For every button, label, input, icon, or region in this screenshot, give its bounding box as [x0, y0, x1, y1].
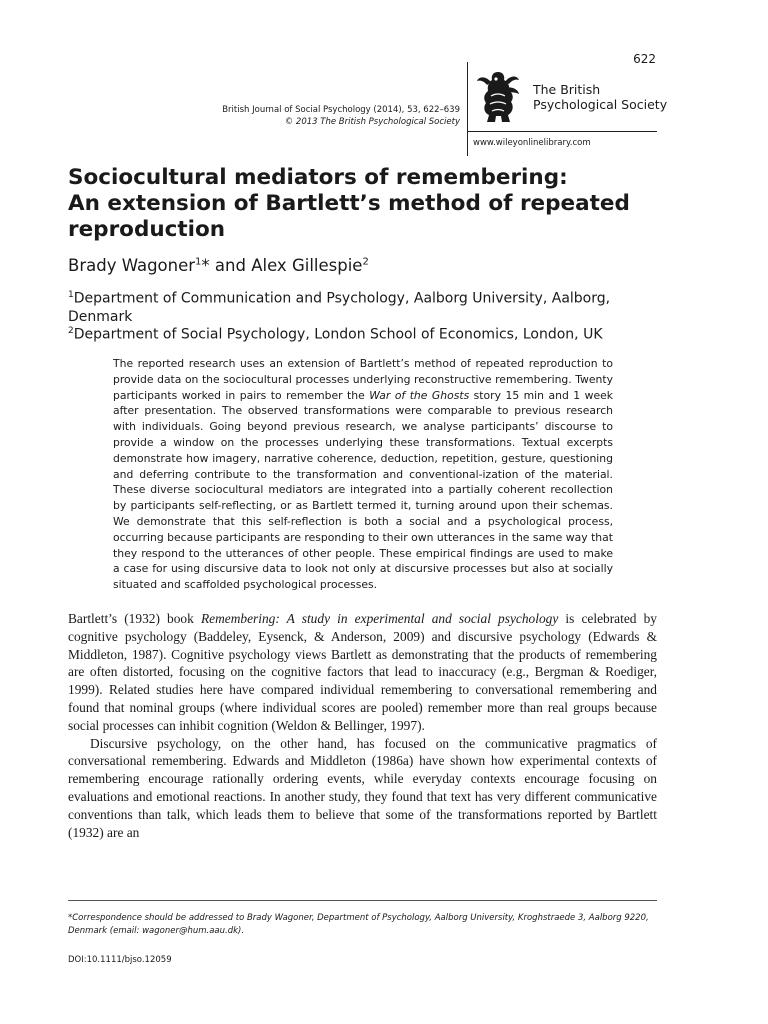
correspondence-footnote: *Correspondence should be addressed to Brady Wagoner, Department of Psychology, Aalborg University, Kroghstraede 3, Aalborg 9220, Denmark (email: wagoner@hum.aau.dk). [68, 913, 649, 936]
page-number: 622 [633, 52, 656, 66]
author-list [68, 256, 369, 275]
article-title-line3: reproduction [68, 217, 226, 242]
header-divider-horizontal [467, 131, 657, 132]
article-title-line2: An extension of Bartlett’s method of repeated [68, 191, 630, 216]
affiliation-marker: 1 [68, 290, 74, 300]
affiliation [68, 322, 628, 344]
abstract-text: The reported research uses an extension of Bartlett’s method of repeated reproduction to provide data on the sociocultural processes underlying reconstructive remembering. Twenty participants worked in pairs to remember the [113, 357, 613, 402]
affiliation-text: Department of Social Psychology, London School of Economics, London, UK [73, 326, 603, 343]
abstract [113, 356, 613, 593]
publisher-name [533, 82, 667, 112]
publisher-url[interactable]: www.wileyonlinelibrary.com [473, 138, 591, 148]
affiliation-marker: 2 [68, 326, 74, 336]
publisher-name-line1: The British [533, 82, 601, 97]
body-text-run: is celebrated by cognitive psychology (Baddeley, Eysenck, & Anderson, 2009) and discursive psychology (Edwards & Middleton, 1987). Cognitive psychology views Bartlett as demonstrating that the products of remembering are often distorted, focusing on the cognitive factors that lead to inaccuracy (e.g., Bergman & Roediger, 1999). Related studies here have compared individual remembering to conversational remembering and found that nominal groups (where individual scores are pooled) remember more than real groups because social processes can inhibit cognition (Weldon & Bellinger, 1997). [68, 611, 657, 733]
doi[interactable]: DOI:10.1111/bjso.12059 [68, 955, 172, 965]
publisher-name-line2: Psychological Society [533, 97, 668, 112]
body-text [68, 610, 657, 841]
affiliation-marker: 1 [195, 256, 202, 268]
abstract-italic: War of the Ghosts [369, 388, 470, 402]
article-title [68, 165, 668, 243]
abstract-text: story 15 min and 1 week after presentation. The observed transformations were comparable to previous research with individuals. Going beyond previous research, we analyse participants’ discourse to provide a window on the processes underlying these transformations. Textual excerpts demonstrate how imagery, narrative coherence, deduction, repetition, gesture, questioning and deferring contribute to the transformation and conventional-ization of the material. These diverse sociocultural mediators are integrated into a partially coherent recollection by participants self-reflecting, or as Bartlett termed it, turning around upon their schemas. We demonstrate that this self-reflection is both a social and a psychological process, occurring because participants are responding to their own utterances in the same way that they respond to the utterances of other people. These empirical findings are used to make a case for using discursive data to look not only at discursive processes but also at socially situated and scaffolded psychological processes. [113, 388, 613, 592]
affiliation [68, 286, 628, 326]
author-name: Brady Wagoner [68, 256, 196, 275]
header-divider-vertical [467, 62, 468, 156]
book-title: Remembering: A study in experimental and social psychology [200, 611, 559, 626]
affiliation-marker: 2 [362, 256, 369, 268]
affiliation-text: Department of Communication and Psychology, Aalborg University, Aalborg, Denmark [68, 290, 611, 325]
body-text-run: Bartlett’s (1932) book [68, 611, 201, 626]
corresponding-author-mark: * [201, 256, 210, 275]
body-paragraph [68, 610, 657, 735]
article-title-line1: Sociocultural mediators of remembering: [68, 165, 568, 190]
journal-info [140, 104, 460, 128]
bps-psyche-logo-icon [474, 66, 522, 126]
author-name: Alex Gillespie [251, 256, 363, 275]
journal-citation: British Journal of Social Psychology (2014), 53, 622–639 [222, 105, 460, 115]
body-paragraph: Discursive psychology, on the other hand, has focused on the communicative pragmatics of conversational remembering. Edwards and Middleton (1986a) have shown how experimental contexts of remembering encourage rationally ordering events, while everyday contexts encourage focusing on evaluations and emotional reactions. In another study, they found that text has very different communicative conventions than talk, which leads them to believe that some of the transformations reported by Bartlett (1932) are an [68, 735, 657, 840]
journal-copyright: © 2013 The British Psychological Society [284, 117, 460, 127]
footnote-divider [68, 900, 657, 901]
author-conjunction: and [214, 256, 246, 275]
